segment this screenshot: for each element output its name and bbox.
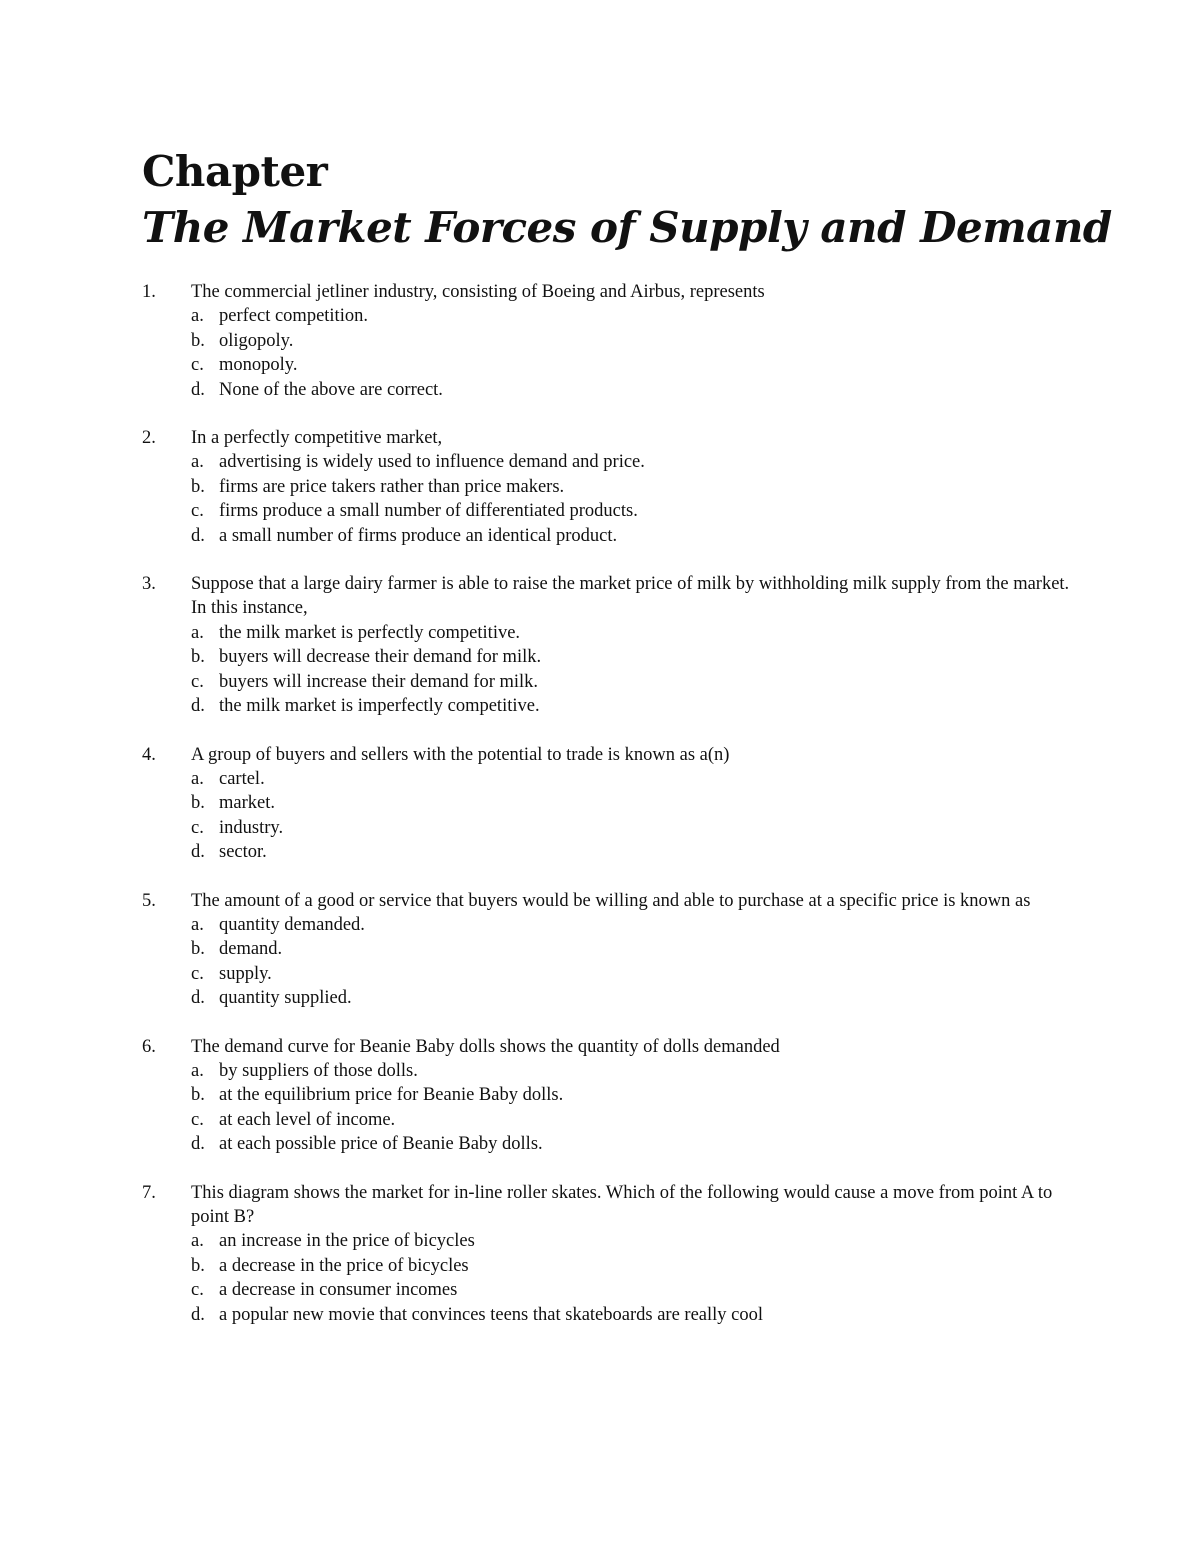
question-number: 6. <box>142 1036 156 1057</box>
answer-options <box>191 1059 1082 1157</box>
answer-option-b <box>191 1083 1082 1107</box>
option-letter: b. <box>191 647 205 668</box>
answer-option-d <box>191 1132 1082 1156</box>
option-letter: a. <box>191 914 204 935</box>
answer-option-a <box>191 767 1082 791</box>
answer-option-c <box>191 962 1082 986</box>
question-stem: The demand curve for Beanie Baby dolls shows the quantity of dolls demanded <box>191 1036 780 1057</box>
question-number: 5. <box>142 890 156 911</box>
question-stem: This diagram shows the market for in-line roller skates. Which of the following would cause a move from point A to point B? <box>191 1182 1053 1227</box>
answer-option-a <box>191 1059 1082 1083</box>
option-letter: d. <box>191 1134 205 1155</box>
answer-options <box>191 767 1082 865</box>
option-letter: a. <box>191 622 204 643</box>
option-letter: c. <box>191 671 204 692</box>
question-stem: Suppose that a large dairy farmer is able to raise the market price of milk by withholding milk supply from the market. In this instance, <box>191 574 1070 619</box>
option-letter: b. <box>191 939 205 960</box>
option-letter: d. <box>191 696 205 717</box>
option-text: None of the above are correct. <box>219 379 443 400</box>
answer-option-b <box>191 937 1082 961</box>
option-text: at each possible price of Beanie Baby dolls. <box>219 1134 543 1155</box>
option-letter: d. <box>191 988 205 1009</box>
option-letter: a. <box>191 768 204 789</box>
answer-option-a <box>191 1229 1082 1253</box>
answer-option-b <box>191 475 1082 499</box>
answer-option-c <box>191 353 1082 377</box>
option-letter: b. <box>191 476 205 497</box>
answer-option-c <box>191 1278 1082 1302</box>
option-letter: b. <box>191 1085 205 1106</box>
option-text: the milk market is imperfectly competitive. <box>219 696 540 717</box>
question-number: 1. <box>142 282 156 302</box>
option-text: quantity supplied. <box>219 988 352 1009</box>
option-letter: c. <box>191 1109 204 1130</box>
question-6 <box>142 1035 1082 1157</box>
option-letter: d. <box>191 1304 205 1325</box>
question-list <box>142 280 1082 1351</box>
question-1 <box>142 280 1082 402</box>
answer-option-d <box>191 378 1082 402</box>
answer-option-d <box>191 524 1082 548</box>
option-letter: a. <box>191 1060 204 1081</box>
answer-option-d <box>191 986 1082 1010</box>
question-4 <box>142 743 1082 865</box>
answer-options <box>191 621 1082 719</box>
answer-options <box>191 450 1082 548</box>
option-letter: c. <box>191 501 204 522</box>
option-letter: b. <box>191 1255 205 1276</box>
option-letter: d. <box>191 379 205 400</box>
option-text: a decrease in consumer incomes <box>219 1280 458 1301</box>
question-5 <box>142 889 1082 1011</box>
question-number: 3. <box>142 574 156 595</box>
option-text: a popular new movie that convinces teens that skateboards are really cool <box>219 1304 764 1325</box>
answer-option-a <box>191 621 1082 645</box>
answer-option-d <box>191 694 1082 718</box>
answer-option-b <box>191 329 1082 353</box>
option-text: quantity demanded. <box>219 914 365 935</box>
option-text: a small number of firms produce an identical product. <box>219 525 618 546</box>
question-2 <box>142 426 1082 548</box>
answer-options <box>191 913 1082 1011</box>
answer-options <box>191 1229 1082 1327</box>
answer-option-c <box>191 670 1082 694</box>
answer-option-b <box>191 645 1082 669</box>
option-text: advertising is widely used to influence demand and price. <box>219 452 645 473</box>
answer-option-d <box>191 1303 1082 1327</box>
option-letter: b. <box>191 793 205 814</box>
question-stem: A group of buyers and sellers with the potential to trade is known as a(n) <box>191 744 730 765</box>
option-letter: c. <box>191 355 204 376</box>
option-text: buyers will increase their demand for milk. <box>219 671 539 692</box>
chapter-subtitle: The Market Forces of Supply and Demand <box>142 203 1112 252</box>
option-text: a decrease in the price of bicycles <box>219 1255 469 1276</box>
answer-option-a <box>191 450 1082 474</box>
option-text: market. <box>219 793 275 814</box>
option-letter: d. <box>191 842 205 863</box>
option-text: perfect competition. <box>219 306 368 327</box>
question-number: 7. <box>142 1182 156 1203</box>
question-3 <box>142 572 1082 718</box>
question-number: 4. <box>142 744 156 765</box>
answer-option-a <box>191 304 1082 328</box>
option-text: supply. <box>219 963 272 984</box>
option-letter: c. <box>191 1280 204 1301</box>
option-text: an increase in the price of bicycles <box>219 1231 475 1252</box>
answer-option-c <box>191 1108 1082 1132</box>
option-text: the milk market is perfectly competitive. <box>219 622 521 643</box>
option-text: monopoly. <box>219 355 298 376</box>
option-text: by suppliers of those dolls. <box>219 1060 418 1081</box>
option-text: at the equilibrium price for Beanie Baby dolls. <box>219 1085 564 1106</box>
answer-option-b <box>191 1254 1082 1278</box>
answer-option-c <box>191 499 1082 523</box>
answer-option-a <box>191 913 1082 937</box>
option-text: demand. <box>219 939 283 960</box>
option-letter: c. <box>191 963 204 984</box>
question-stem: The amount of a good or service that buyers would be willing and able to purchase at a specific price is known as <box>191 890 1031 911</box>
answer-option-b <box>191 791 1082 815</box>
option-text: firms produce a small number of differentiated products. <box>219 501 638 522</box>
question-number: 2. <box>142 428 156 449</box>
question-stem: In a perfectly competitive market, <box>191 428 443 449</box>
option-text: sector. <box>219 842 267 863</box>
option-letter: c. <box>191 817 204 838</box>
option-text: oligopoly. <box>219 330 294 351</box>
option-text: cartel. <box>219 768 265 789</box>
question-stem: The commercial jetliner industry, consisting of Boeing and Airbus, represents <box>191 282 765 302</box>
option-text: industry. <box>219 817 284 838</box>
option-text: firms are price takers rather than price makers. <box>219 476 565 497</box>
chapter-heading: Chapter <box>142 147 328 196</box>
answer-option-c <box>191 816 1082 840</box>
option-text: buyers will decrease their demand for milk. <box>219 647 542 668</box>
option-letter: a. <box>191 452 204 473</box>
question-7 <box>142 1181 1082 1327</box>
option-text: at each level of income. <box>219 1109 396 1130</box>
answer-options <box>191 304 1082 402</box>
option-letter: a. <box>191 1231 204 1252</box>
option-letter: a. <box>191 306 204 327</box>
option-letter: b. <box>191 330 205 351</box>
option-letter: d. <box>191 525 205 546</box>
answer-option-d <box>191 840 1082 864</box>
